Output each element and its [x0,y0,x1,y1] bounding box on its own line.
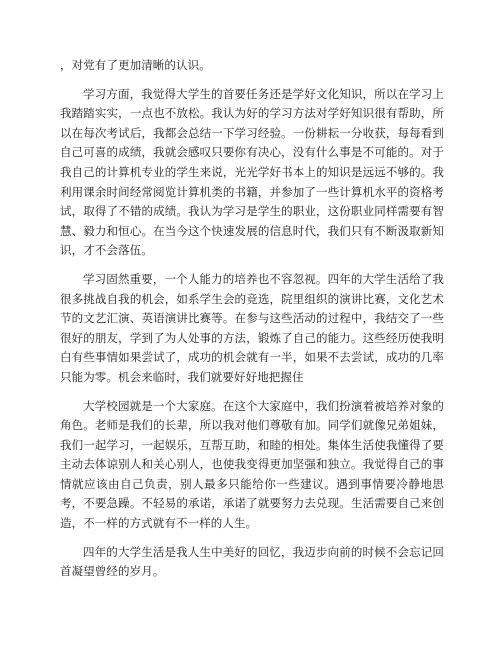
paragraph-gap [60,76,444,85]
paragraph-closing: 四年的大学生活是我人生中美好的回忆，我迈步向前的时候不会忘记回首凝望曾经的岁月。 [60,544,444,579]
paragraph-opening: ，对党有了更加清晰的认识。 [60,58,211,72]
document-page [60,56,444,582]
paragraph-gap [60,388,444,397]
paragraph-campus-family: 大学校园就是一个大家庭。在这个大家庭中，我们扮演着被培养对象的角色。老师是我们的长辈，所以我对他们尊敬有加。同学们就像兄弟姐妹，我们一起学习，一起娱乐，互帮互助，和睦的相处。集体生活使我懂得了要主动去体谅别人和关心别人，也使我变得更加坚强和独立。我觉得自己的事情就应该由自己负责，别人最多只能给你一些建议。遇到事情要冷静地思考，不要急躁。不轻易的承诺，承诺了就要努力去兑现。生活需要自己来创造，不一样的方式就有不一样的人生。 [60,398,444,531]
paragraph-ability: 学习固然重要，一个人能力的培养也不容忽视。四年的大学生活给了我很多挑战自我的机会，如系学生会的竞选，院里组织的演讲比赛，文化艺术节的文艺汇演、英语演讲比赛等。在参与这些活动的过程中，我结交了一些很好的朋友，学到了为人处事的方法，锻炼了自己的能力。这些经历使我明白有些事情如果尝试了，成功的机会就有一半，如果不去尝试，成功的几率只能为零。机会来临时，我们就要好好地把握住 [60,271,444,384]
paragraph-gap [60,261,444,270]
paragraph-gap [60,534,444,543]
paragraph-study: 学习方面，我觉得大学生的首要任务还是学好文化知识，所以在学习上我踏踏实实，一点也不放松。我认为好的学习方法对学好知识很有帮助，所以在每次考试后，我都会总结一下学习经验。一份耕耘一分收获，每每看到自己可喜的成绩，我就会感叹只要你有决心，没有什么事是不可能的。对于我自己的计算机专业的学生来说，光光学好书本上的知识是远远不够的。我利用课余时间经常阅览计算机类的书籍，并参加了一些计算机水平的资格考试，取得了不错的成绩。我认为学习是学生的职业，这份职业同样需要有智慧、毅力和恒心。在当今这个快速发展的信息时代，我们只有不断汲取新知识，才不会落伍。 [60,86,444,258]
